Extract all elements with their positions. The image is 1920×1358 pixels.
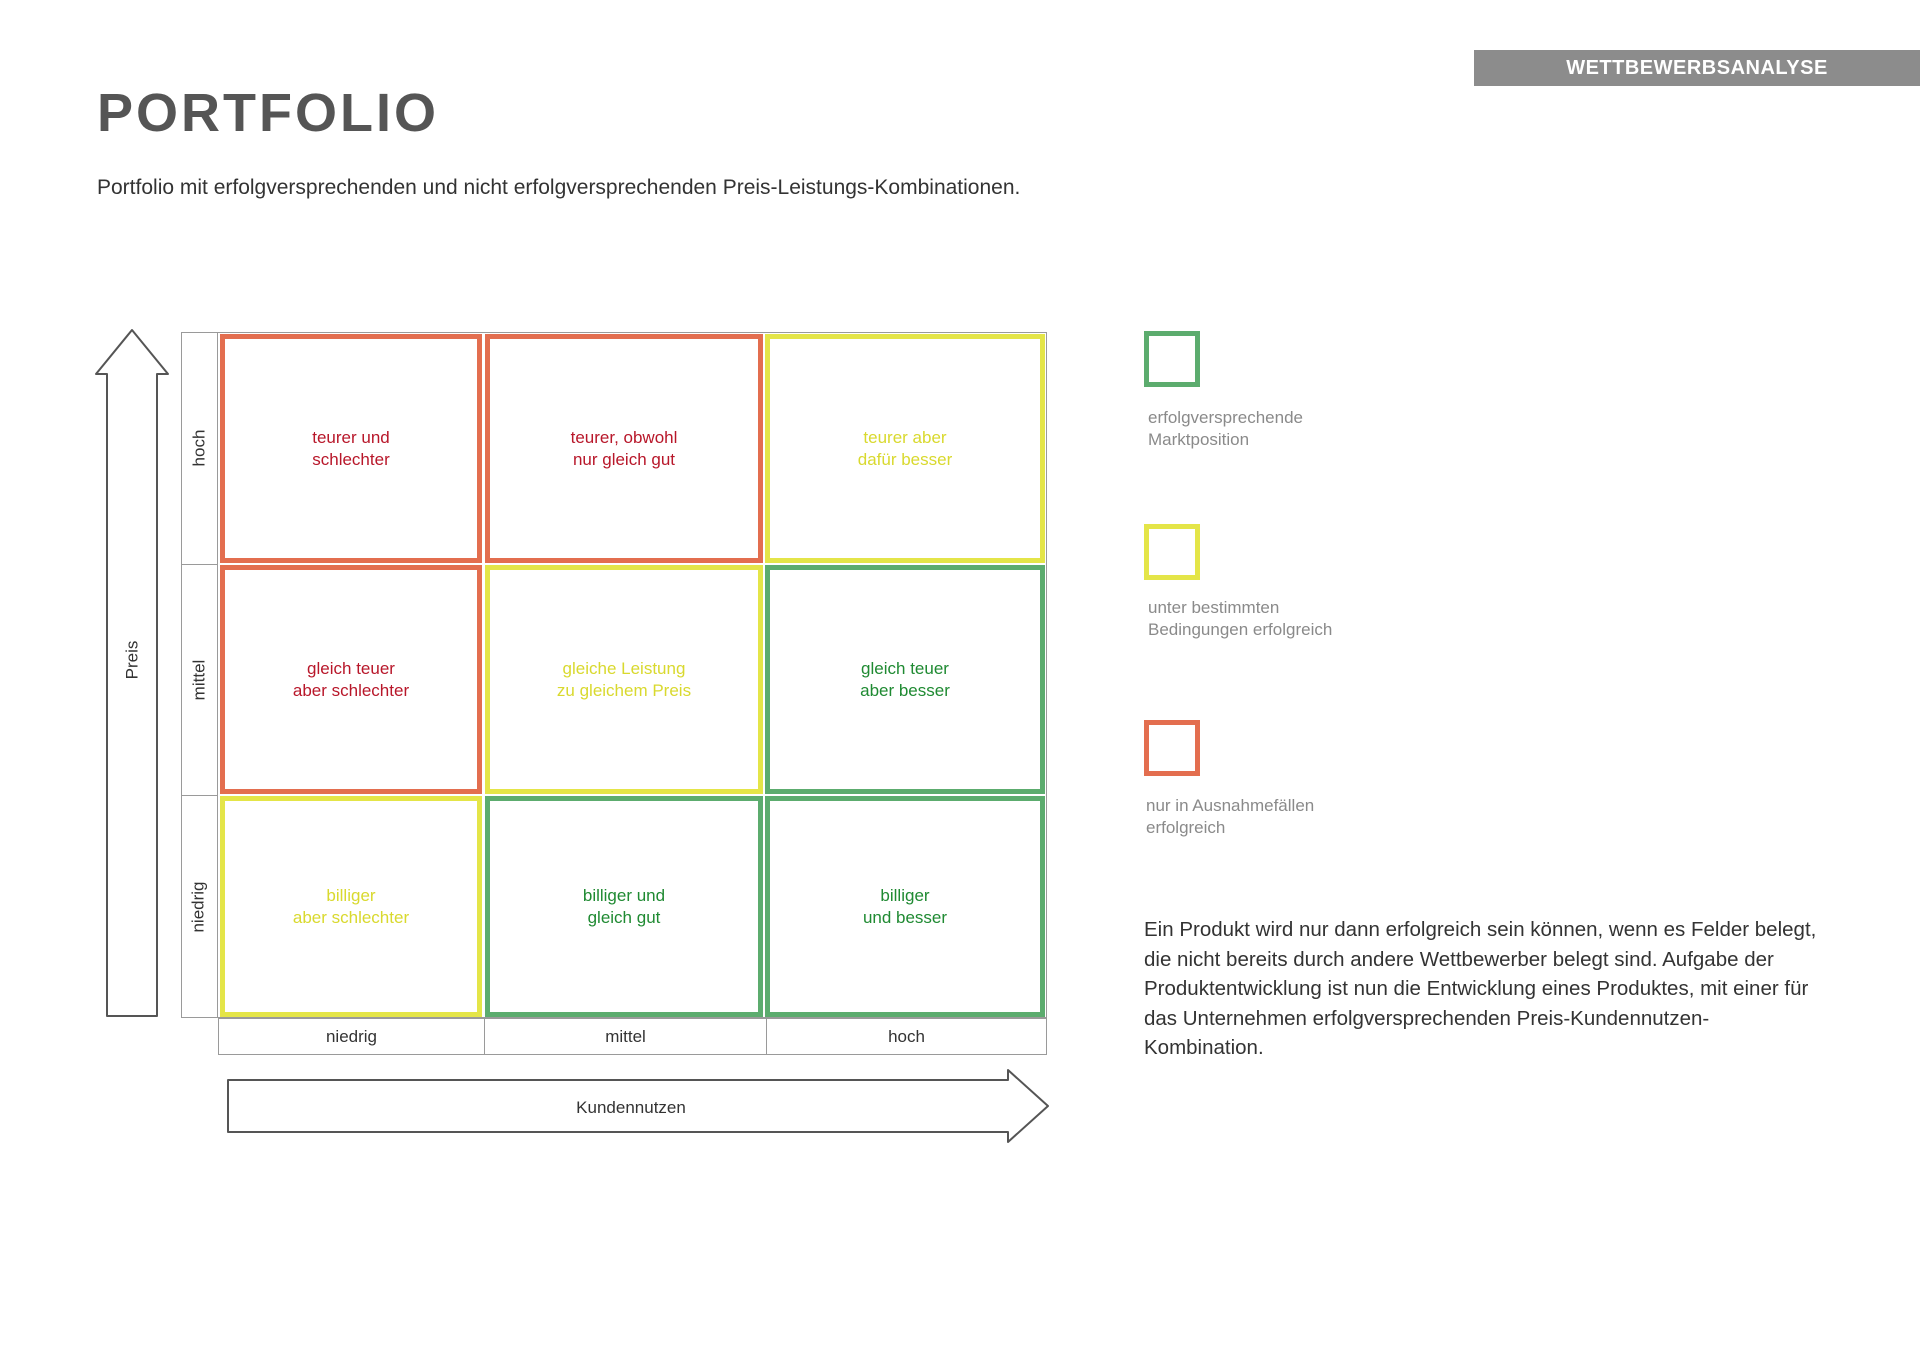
row-label-low: niedrig xyxy=(181,795,218,1018)
explanation-paragraph: Ein Produkt wird nur dann erfolgreich sein können, wenn es Felder belegt, die nicht bereits durch andere Wettbewerber belegt sind. Aufgabe der Produktentwicklung ist nun die Entwicklung eines Produktes, mit einer für das Unternehmen erfolgversprechenden Preis-Kundennutzen-Kombination. xyxy=(1144,918,1817,1059)
row-label-medium: mittel xyxy=(181,564,218,795)
page-title: PORTFOLIO xyxy=(97,83,439,143)
column-label-low: niedrig xyxy=(219,1019,485,1054)
cell-medium-price-low-benefit: gleich teuer aber schlechter xyxy=(220,565,482,794)
cell-low-price-low-benefit: billiger aber schlechter xyxy=(220,796,482,1017)
legend-yellow-swatch xyxy=(1144,524,1200,580)
cell-medium-price-medium-benefit: gleiche Leistung zu gleichem Preis xyxy=(485,565,763,794)
cell-high-price-medium-benefit: teurer, obwohl nur gleich gut xyxy=(485,334,763,563)
legend-red-swatch xyxy=(1144,720,1200,776)
section-tag: WETTBEWERBSANALYSE xyxy=(1474,50,1920,86)
legend-yellow-label: unter bestimmten Bedingungen erfolgreich xyxy=(1148,598,1333,639)
row-label-high: hoch xyxy=(181,332,218,564)
page-subtitle: Portfolio mit erfolgversprechenden und nicht erfolgversprechenden Preis-Leistungs-Kombinationen. xyxy=(97,176,1021,199)
column-label-high: hoch xyxy=(888,1026,925,1046)
cell-high-price-high-benefit: teurer aber dafür besser xyxy=(765,334,1045,563)
column-label-medium: mittel xyxy=(485,1019,767,1054)
price-axis-label: Preis xyxy=(121,640,141,680)
customer-benefit-axis-label: Kundennutzen xyxy=(576,1098,686,1117)
cell-medium-price-high-benefit: gleich teuer aber besser xyxy=(765,565,1045,794)
legend-green-label: erfolgversprechende Marktposition xyxy=(1148,408,1303,449)
cell-low-price-high-benefit: billiger und besser xyxy=(765,796,1045,1017)
legend-green-swatch xyxy=(1144,331,1200,387)
legend-red-label: nur in Ausnahmefällen erfolgreich xyxy=(1146,796,1315,837)
cell-high-price-low-benefit: teurer und schlechter xyxy=(220,334,482,563)
cell-low-price-medium-benefit: billiger und gleich gut xyxy=(485,796,763,1017)
column-labels xyxy=(218,1018,1047,1055)
